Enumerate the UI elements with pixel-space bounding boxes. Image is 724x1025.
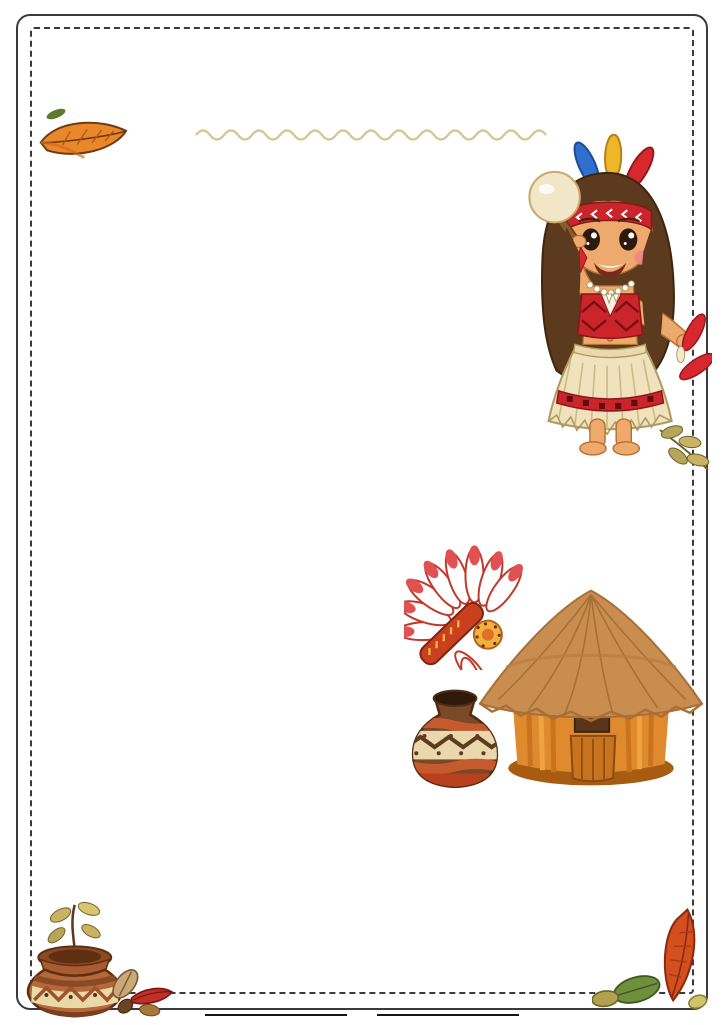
leaves-decoration-bottom-right	[592, 902, 714, 1019]
leaf-sprig-decoration-right	[652, 416, 714, 483]
wavy-divider	[56, 127, 700, 146]
clay-pot-decoration-bottom-left	[12, 892, 174, 1025]
feather-headdress-illustration	[404, 538, 536, 675]
clay-vase-illustration	[402, 680, 508, 799]
page-border-dashed	[30, 27, 694, 994]
footer-line-right	[377, 1014, 519, 1016]
footer-line-left	[205, 1014, 347, 1016]
indigenous-girl-illustration	[486, 134, 712, 463]
worksheet-header	[56, 0, 700, 146]
page-title-line2	[56, 81, 700, 118]
thatched-hut-illustration	[476, 586, 706, 799]
footer	[0, 1014, 724, 1016]
page-title-line1	[56, 44, 700, 81]
worksheet-content	[0, 0, 724, 166]
